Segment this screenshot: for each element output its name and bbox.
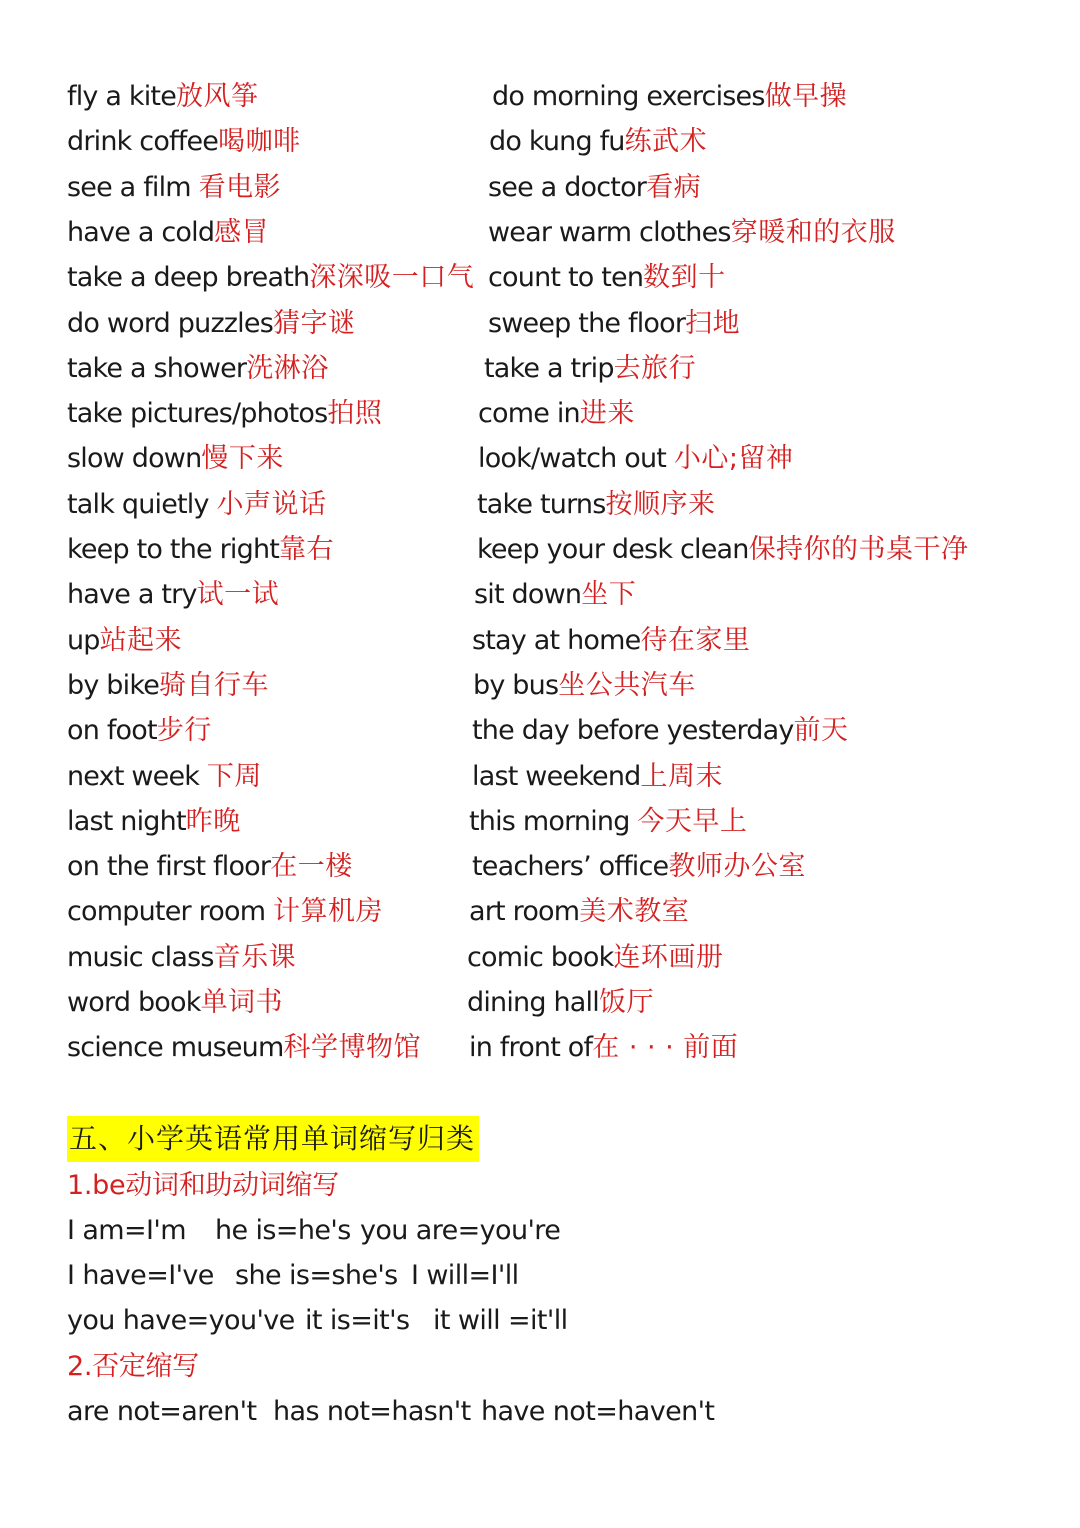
phrase-row	[488, 215, 896, 251]
phrase-row	[469, 894, 689, 930]
contraction-item: has not=hasn't	[272, 1396, 471, 1427]
phrase-row	[488, 170, 701, 206]
phrase-row	[467, 940, 723, 976]
phrase-chinese: 做早操	[764, 81, 848, 112]
phrase-chinese: 音乐课	[213, 941, 297, 973]
phrase-row	[478, 441, 793, 477]
phrase-row	[67, 1030, 421, 1066]
phrase-chinese: 待在家里	[640, 624, 751, 656]
phrase-english: do word puzzles	[67, 307, 273, 339]
phrase-english: music class	[67, 941, 214, 973]
phrase-row	[469, 804, 747, 840]
phrase-row	[484, 351, 696, 387]
phrase-row	[472, 849, 806, 885]
phrase-english: art room	[469, 896, 580, 928]
phrase-chinese: 饭厅	[598, 987, 654, 1018]
phrase-english: computer room	[67, 896, 274, 928]
phrase-english: keep to the right	[67, 534, 280, 565]
phrase-chinese: 小心;留神	[673, 443, 794, 475]
phrase-chinese: 下周	[206, 760, 262, 792]
phrase-english: see a doctor	[488, 171, 647, 203]
phrase-english: take a deep breath	[67, 262, 310, 294]
phrase-row	[67, 124, 301, 160]
phrase-row	[489, 124, 707, 160]
phrase-english: look/watch out	[478, 443, 674, 475]
phrase-row	[67, 532, 334, 568]
phrase-row	[492, 79, 847, 115]
phrase-row	[67, 577, 279, 613]
phrase-row	[467, 985, 654, 1021]
phrase-row	[488, 306, 740, 342]
phrase-english: count to ten	[488, 262, 644, 294]
phrase-chinese: 上周末	[640, 760, 724, 792]
phrase-chinese: 扫地	[685, 307, 741, 339]
phrase-english: dining hall	[467, 987, 599, 1018]
phrase-english: comic book	[467, 941, 614, 973]
contraction-item: I have=I've	[67, 1260, 214, 1291]
contraction-item: it will =it'll	[432, 1305, 568, 1336]
phrase-row	[67, 623, 182, 659]
contraction-row	[67, 1303, 568, 1339]
phrase-chinese: 美术教室	[579, 896, 690, 928]
phrase-chinese: 慢下来	[201, 443, 284, 475]
phrase-english: take pictures/photos	[67, 398, 328, 430]
phrase-chinese: 放风筝	[176, 81, 259, 112]
phrase-chinese: 计算机房	[273, 896, 384, 928]
phrase-chinese: 猜字谜	[272, 307, 356, 339]
phrase-row	[67, 849, 353, 885]
phrase-row	[67, 306, 355, 342]
phrase-row	[67, 713, 212, 749]
phrase-english: last night	[67, 805, 186, 837]
phrase-chinese: 深深吸一口气	[309, 262, 475, 294]
phrase-chinese: 在 · · · 前面	[592, 1032, 739, 1064]
phrase-english: take turns	[477, 488, 606, 520]
phrase-row	[472, 623, 750, 659]
phrase-english: teachers’ office	[472, 851, 669, 883]
phrase-chinese: 看病	[646, 171, 702, 203]
phrase-chinese: 小声说话	[216, 488, 327, 520]
phrase-chinese: 今天早上	[637, 805, 748, 837]
phrase-row	[67, 351, 329, 387]
phrase-row	[67, 79, 259, 115]
phrase-row	[488, 260, 726, 296]
phrase-chinese: 教师办公室	[668, 851, 806, 883]
subsection-title-negatives: 2.否定缩写	[67, 1351, 199, 1382]
phrase-english: this morning	[469, 805, 638, 837]
phrase-row	[67, 894, 383, 930]
contraction-row	[67, 1394, 714, 1430]
phrase-chinese: 坐公共汽车	[558, 669, 696, 701]
section-heading-wrapper	[67, 1116, 479, 1162]
contraction-row	[67, 1213, 560, 1249]
phrase-english: science museum	[67, 1032, 284, 1064]
phrase-chinese: 昨晚	[185, 805, 241, 837]
phrase-row	[478, 396, 635, 432]
phrase-english: in front of	[469, 1032, 593, 1064]
contraction-item: you are=you're	[359, 1215, 561, 1246]
phrase-row	[477, 532, 969, 568]
subsection-title-be-verbs: 1.be动词和助动词缩写	[67, 1170, 339, 1201]
section-heading: 五、小学英语常用单词缩写归类	[67, 1116, 479, 1162]
contraction-item: I will=I'll	[410, 1260, 519, 1291]
phrase-english: sit down	[474, 579, 582, 611]
phrase-row	[473, 668, 696, 704]
contraction-item: I am=I'm	[67, 1215, 186, 1246]
phrase-chinese: 进来	[579, 398, 635, 430]
phrase-english: drink coffee	[67, 126, 219, 158]
phrase-row	[67, 487, 326, 523]
phrase-chinese: 拍照	[327, 398, 383, 430]
phrase-english: fly a kite	[67, 81, 177, 112]
contraction-item: you have=you've	[67, 1305, 295, 1336]
phrase-chinese: 在一楼	[270, 851, 353, 883]
phrase-row	[472, 759, 723, 795]
phrase-chinese: 保持你的书桌干净	[748, 534, 969, 565]
phrase-chinese: 科学博物馆	[283, 1032, 421, 1064]
phrase-row	[67, 759, 262, 795]
phrase-english: wear warm clothes	[488, 216, 731, 248]
phrase-english: sweep the floor	[488, 307, 686, 339]
phrase-english: keep your desk clean	[477, 534, 749, 565]
phrase-row	[67, 668, 269, 704]
phrase-english: last weekend	[472, 760, 641, 792]
phrase-row	[67, 940, 296, 976]
phrase-chinese: 连环画册	[613, 941, 724, 973]
phrase-english: on the first floor	[67, 851, 271, 883]
phrase-chinese: 喝咖啡	[218, 126, 301, 158]
phrase-chinese: 站起来	[99, 624, 183, 656]
phrase-row	[67, 804, 241, 840]
phrase-english: by bus	[473, 669, 559, 701]
phrase-chinese: 练武术	[624, 126, 708, 158]
phrase-english: talk quietly	[67, 488, 217, 520]
phrase-row	[472, 713, 849, 749]
phrase-row	[67, 215, 269, 251]
phrase-chinese: 去旅行	[613, 352, 697, 384]
phrase-chinese: 前天	[793, 715, 849, 747]
phrase-english: see a film	[67, 171, 199, 203]
phrase-english: up	[67, 624, 100, 656]
phrase-english: on foot	[67, 715, 157, 747]
phrase-english: take a trip	[484, 352, 614, 384]
phrase-english: take a shower	[67, 352, 247, 384]
contraction-item: have not=haven't	[480, 1396, 715, 1427]
phrase-english: slow down	[67, 443, 202, 475]
phrase-row	[67, 396, 382, 432]
contraction-item: he is=he's	[214, 1215, 351, 1246]
phrase-english: the day before yesterday	[472, 715, 794, 747]
phrase-row	[477, 487, 716, 523]
phrase-chinese: 单词书	[200, 987, 284, 1018]
phrase-row	[474, 577, 636, 613]
phrase-chinese: 洗淋浴	[246, 352, 329, 384]
phrase-chinese: 感冒	[214, 216, 270, 248]
phrase-row	[67, 441, 284, 477]
phrase-row	[67, 170, 281, 206]
phrase-chinese: 按顺序来	[605, 488, 716, 520]
phrase-row	[67, 985, 283, 1021]
contraction-item: she is=she's	[234, 1260, 398, 1291]
phrase-english: come in	[478, 398, 580, 430]
phrase-english: word book	[67, 987, 201, 1018]
phrase-chinese: 看电影	[198, 171, 282, 203]
phrase-english: stay at home	[472, 624, 641, 656]
phrase-english: do kung fu	[489, 126, 625, 158]
phrase-row	[469, 1030, 738, 1066]
phrase-row	[67, 260, 474, 296]
phrase-english: do morning exercises	[492, 81, 765, 112]
phrase-chinese: 步行	[156, 715, 212, 747]
contraction-row	[67, 1258, 519, 1294]
phrase-english: next week	[67, 760, 207, 792]
contraction-item: are not=aren't	[67, 1396, 257, 1427]
phrase-chinese: 穿暖和的衣服	[730, 216, 896, 248]
phrase-chinese: 骑自行车	[159, 669, 270, 701]
phrase-chinese: 试一试	[196, 579, 280, 611]
phrase-chinese: 数到十	[643, 262, 726, 294]
phrase-english: by bike	[67, 669, 160, 701]
phrase-english: have a cold	[67, 216, 215, 248]
contraction-item: it is=it's	[304, 1305, 410, 1336]
phrase-english: have a try	[67, 579, 197, 611]
phrase-chinese: 坐下	[581, 579, 637, 611]
phrase-chinese: 靠右	[279, 534, 335, 565]
